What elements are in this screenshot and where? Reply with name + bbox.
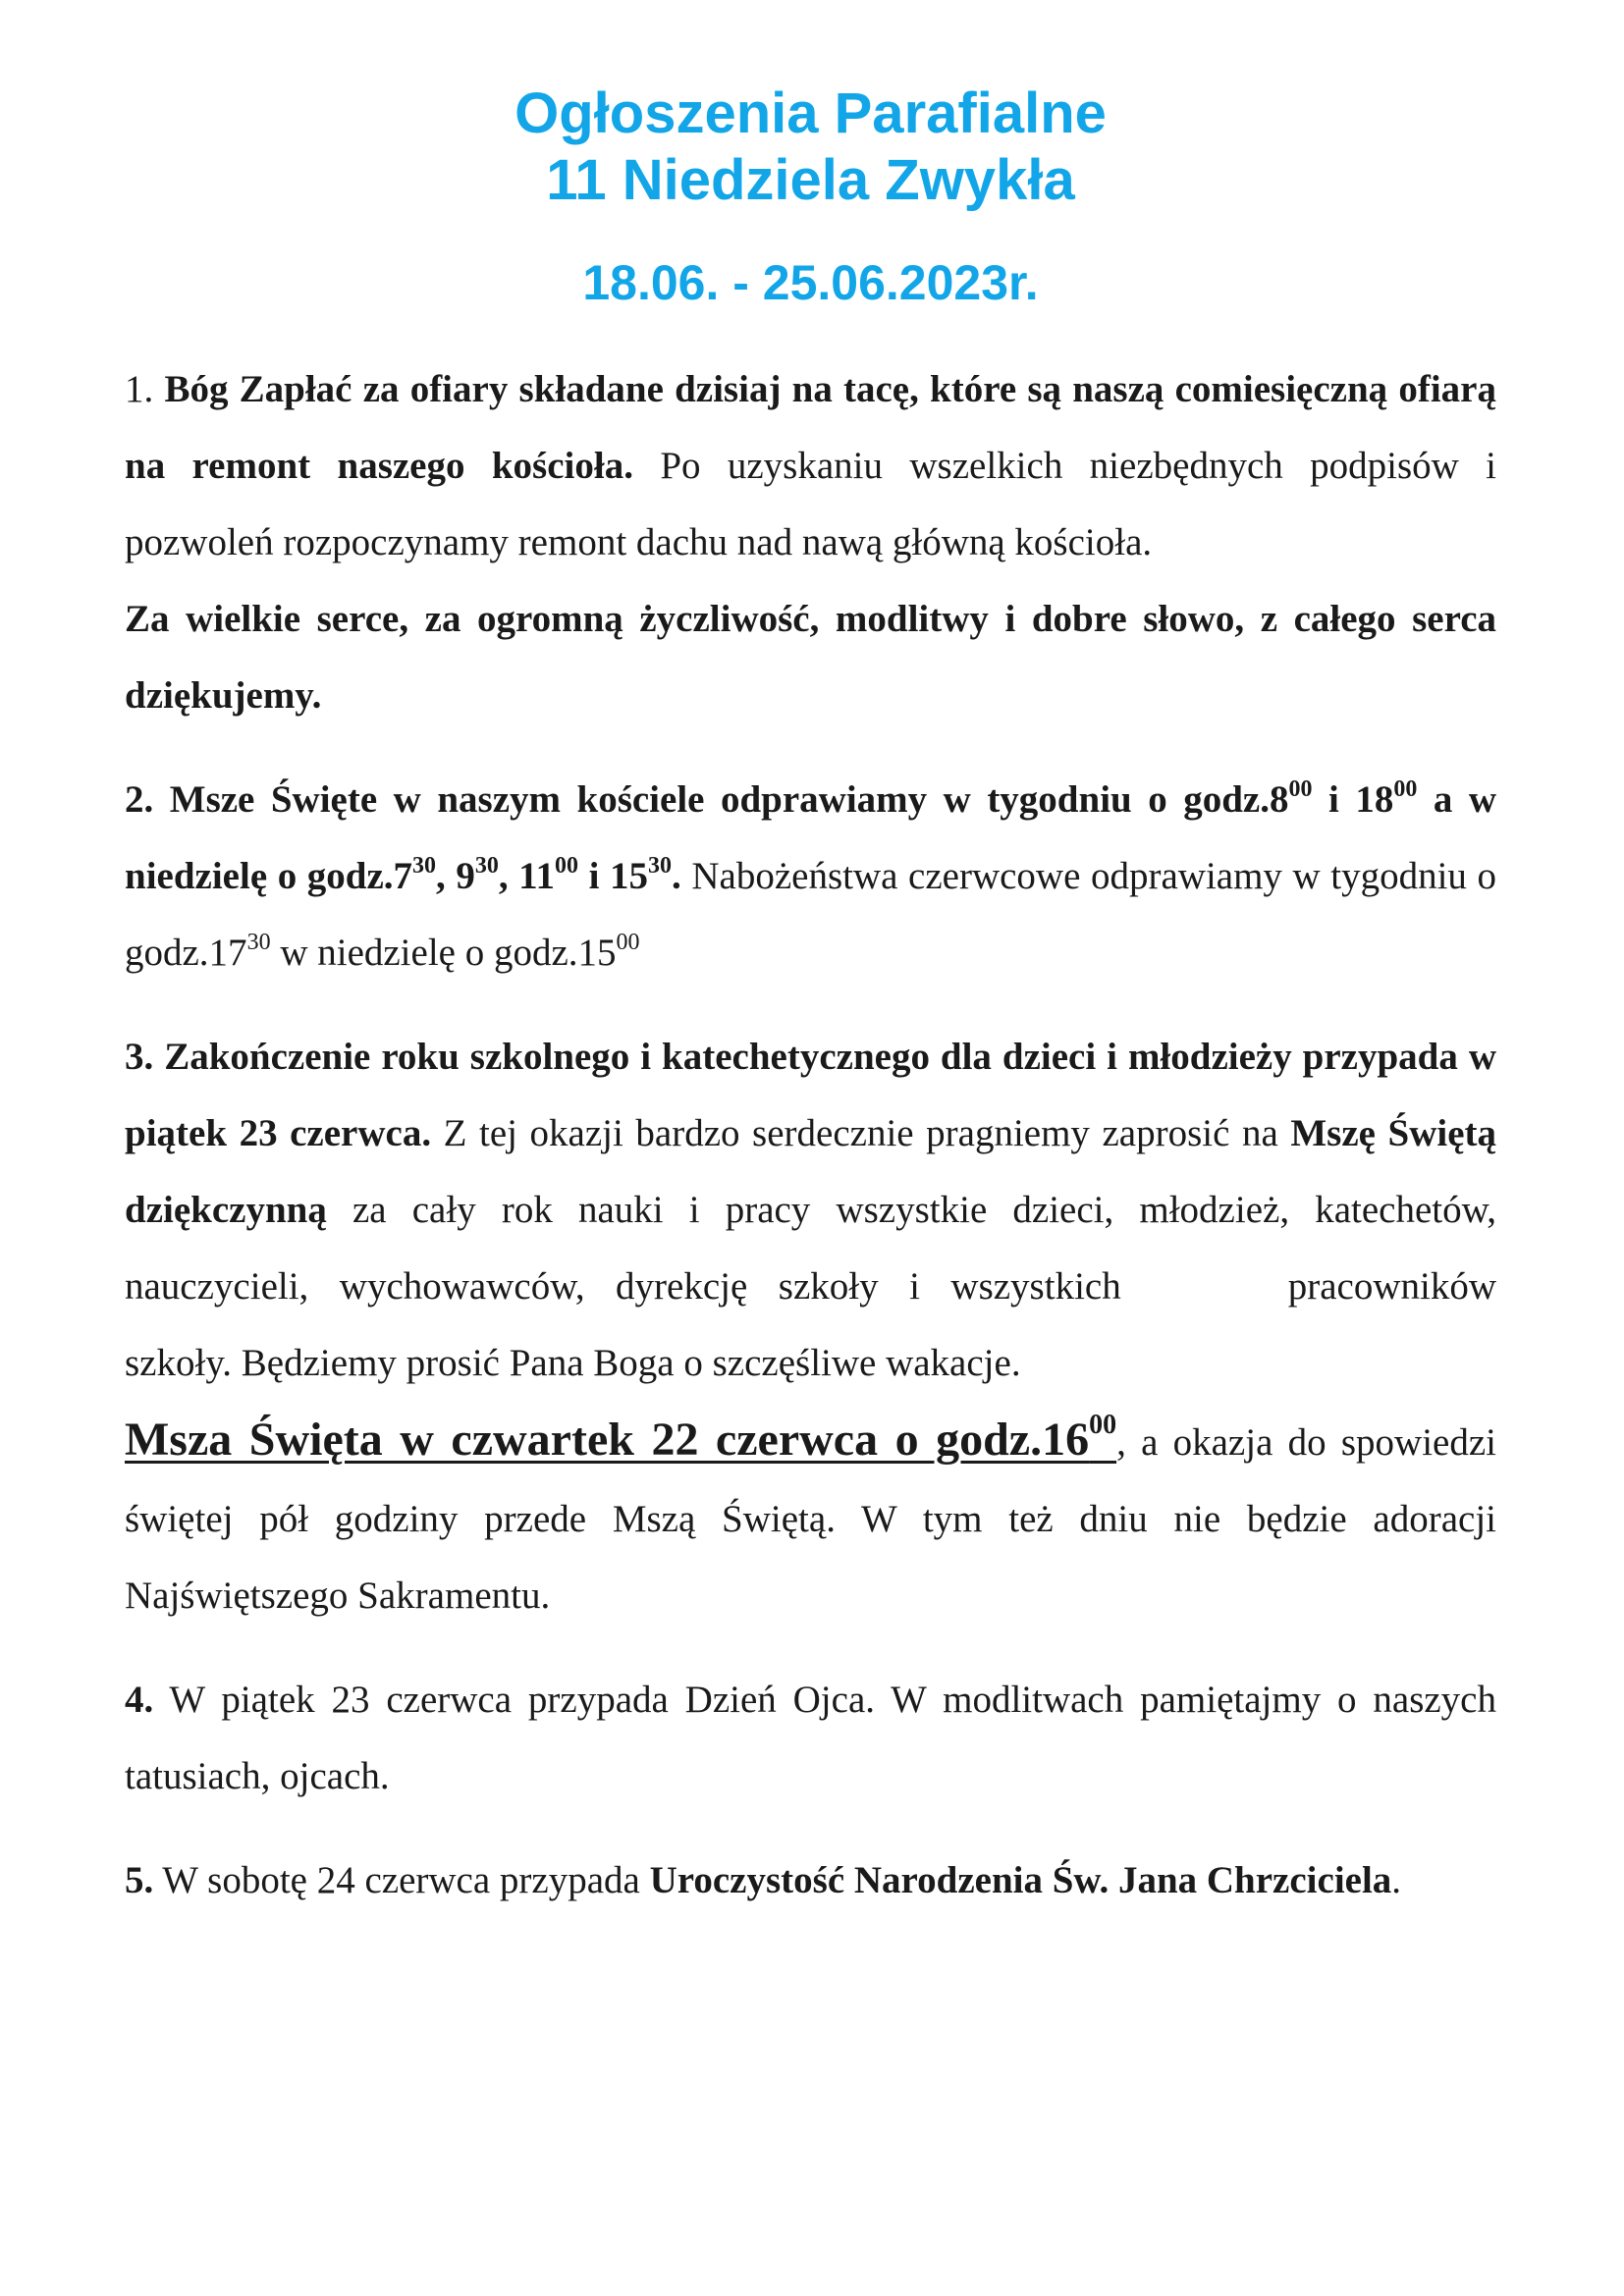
announcement-1-thanks-para: [125, 581, 1496, 734]
time-minutes: 00: [1089, 1410, 1117, 1440]
time-minutes: 30: [412, 853, 437, 879]
announcement-1-number: 1: [125, 368, 144, 410]
announcement-5: [125, 1842, 1496, 1919]
announcement-5-number: 5.: [125, 1859, 154, 1901]
mass-times-part: , 9: [436, 855, 475, 897]
announcement-3-mass: Mszę Świętą dziękczynną: [125, 1112, 1496, 1231]
confession-note: , a okazja do spowiedzi świętej pół godziny przede Mszą Świętą. W tym też dniu nie będzie adoracji Najświętszego Sakramentu.: [125, 1421, 1496, 1617]
header: [125, 0, 1496, 312]
announcement-1-thanks: Za wielkie serce, za ogromną życzliwość, modlitwy i dobre słowo, z całego serca dziękujemy.: [125, 598, 1496, 717]
time-minutes: 00: [616, 930, 640, 955]
announcement-1: [125, 351, 1496, 581]
mass-times-part: .: [672, 855, 681, 897]
announcement-3-bold: 3. Zakończenie roku szkolnego i katechetycznego dla dzieci i młodzieży przypada w piątek 23 czerwca.: [125, 1036, 1496, 1154]
mass-times-part: i 15: [578, 855, 649, 897]
mass-times-part: a w niedzielę o godz.7: [125, 778, 1496, 897]
page-title: [125, 0, 1496, 214]
devotion-times-part: Nabożeństwa czerwcowe odprawiamy w tygodniu o godz.17: [125, 855, 1496, 974]
announcement-3: [125, 1019, 1496, 1402]
title-line-2: 11 Niedziela Zwykła: [546, 148, 1075, 212]
announcement-3-mass-para: [125, 1402, 1496, 1634]
announcement-1-bold: Bóg Zapłać za ofiary składane dzisiaj na tacę, które są naszą comiesięczną ofiarą na remont naszego kościoła.: [125, 368, 1496, 487]
title-line-1: Ogłoszenia Parafialne: [514, 81, 1107, 145]
announcement-4-number: 4.: [125, 1679, 154, 1721]
thursday-mass-text: Msza Święta w czwartek 22 czerwca o godz.16: [125, 1414, 1090, 1466]
mass-times-part: 2. Msze Święte w naszym kościele odprawiamy w tygodniu o godz.8: [125, 778, 1289, 821]
announcement-4-text: W piątek 23 czerwca przypada Dzień Ojca. W modlitwach pamiętajmy o naszych tatusiach, ojcach.: [125, 1679, 1496, 1797]
time-minutes: 30: [246, 930, 271, 955]
announcement-5-bold: Uroczystość Narodzenia Św. Jana Chrzciciela: [649, 1859, 1392, 1901]
announcement-4: [125, 1662, 1496, 1815]
mass-times-part: , 11: [498, 855, 556, 897]
mass-times-part: i 18: [1312, 778, 1394, 821]
time-minutes: 00: [555, 853, 579, 879]
announcement-1-text: Po uzyskaniu wszelkich niezbędnych podpisów i pozwoleń rozpoczynamy remont dachu nad nawą główną kościoła.: [125, 445, 1496, 563]
announcement-1-dot: .: [143, 368, 154, 410]
thursday-mass-notice: [125, 1410, 1117, 1466]
announcement-3-text-3: pracowników szkoły. Będziemy prosić Pana Boga o szczęśliwe wakacje.: [125, 1265, 1496, 1384]
announcement-5-end: .: [1391, 1859, 1402, 1901]
time-minutes: 00: [1288, 776, 1313, 802]
date-range: 18.06. - 25.06.2023r.: [582, 255, 1039, 310]
time-minutes: 00: [1393, 776, 1418, 802]
announcement-3-text: Z tej okazji bardzo serdecznie pragniemy zaprosić na: [431, 1112, 1291, 1154]
time-minutes: 30: [474, 853, 499, 879]
devotion-times-part: w niedzielę o godz.15: [270, 932, 617, 974]
announcement-3-text-2: za cały rok nauki i pracy wszystkie dzieci, młodzież, katechetów, nauczycieli, wychowawców, dyrekcję szkoły i wszystkich: [125, 1189, 1496, 1308]
announcement-2: [125, 762, 1496, 991]
announcement-5-text: W sobotę 24 czerwca przypada: [153, 1859, 650, 1901]
time-minutes: 30: [648, 853, 673, 879]
